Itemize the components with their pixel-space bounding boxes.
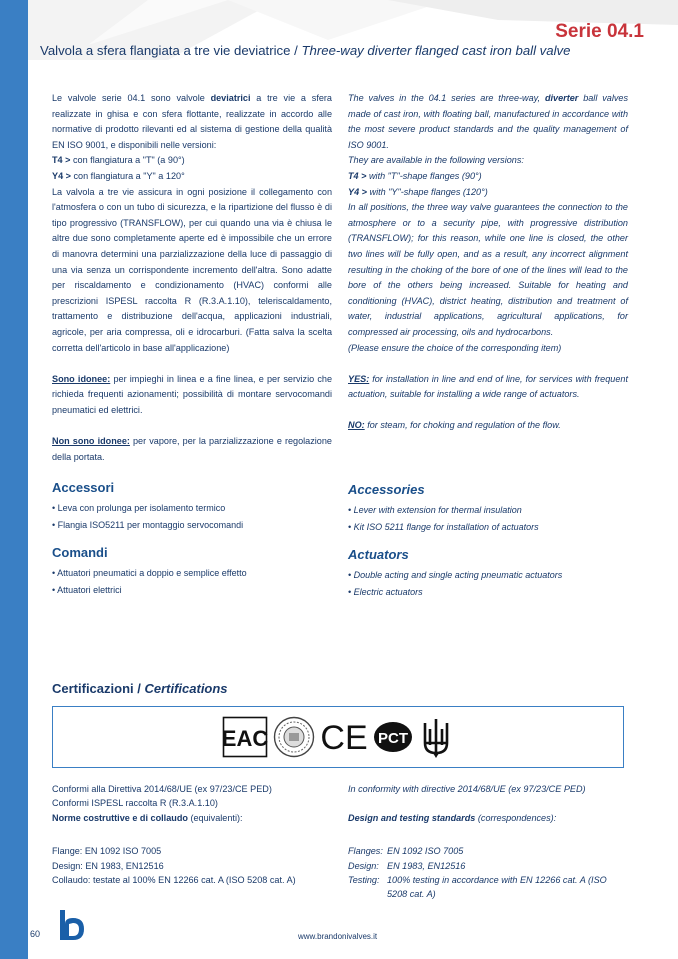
list-item: • Kit ISO 5211 flange for installation of actuators — [348, 521, 539, 532]
en-t4-text: with "T"-shape flanges (90°) — [366, 170, 482, 181]
eac-logo-text: EAC — [221, 726, 269, 751]
trident-icon — [419, 715, 453, 759]
conf-en-flange-value: EN 1092 ISO 7005 — [387, 846, 464, 857]
page-subtitle — [40, 43, 670, 58]
it-accessories-title: Accessori — [52, 480, 115, 496]
en-t4-code: T4 > — [348, 170, 367, 181]
en-t4-version — [348, 169, 628, 185]
list-item: • Lever with extension for thermal insulation — [348, 505, 522, 516]
conf-it-line2: Conformi ISPESL raccolta R (R.3.A.1.10) — [52, 798, 218, 809]
conf-en-line1: In conformity with directive 2014/68/UE (ex 97/23/CE PED) — [348, 784, 586, 794]
cert-title-it: Certificazioni — [52, 681, 134, 696]
conf-en-design-label: Design: — [348, 860, 379, 871]
certifications-title — [52, 681, 228, 696]
list-item: • Flangia ISO5211 per montaggio servocomandi — [52, 519, 244, 530]
ce-mark-icon — [321, 717, 367, 757]
en-accessories-list — [348, 502, 628, 535]
it-unsuitable — [52, 434, 332, 465]
it-y4-code: Y4 > — [52, 170, 71, 181]
en-y4-code: Y4 > — [348, 186, 367, 197]
cert-title-en: Certifications — [144, 681, 228, 696]
it-actuators-title: Comandi — [52, 545, 108, 561]
it-suitable — [52, 372, 332, 419]
en-description — [348, 91, 628, 434]
it-suitable-label: Sono idonee: — [52, 373, 111, 384]
it-intro-pre: Le valvole serie 04.1 sono valvole — [52, 93, 211, 103]
it-actuators-list — [52, 565, 332, 598]
conf-en-standards-bold: Design and testing standards — [348, 812, 476, 823]
conf-it-standards-bold: Norme costruttive e di collaudo — [52, 812, 188, 823]
en-no — [348, 418, 628, 434]
left-accent-bar — [0, 0, 28, 959]
conf-en-design-value: EN 1983, EN12516 — [387, 860, 466, 871]
en-note: (Please ensure the choice of the corresponding item) — [348, 342, 562, 353]
it-suitable-text: per impieghi in linea e a fine linea, e per servizio che richieda frequenti azionamenti; possibilità di montare servocomandi pneumatici ed elettrici. — [52, 373, 333, 415]
it-y4-text: con flangiatura a "Y" a 120° — [70, 170, 185, 181]
conformity-en — [348, 782, 638, 902]
cert-title-sep: / — [133, 681, 145, 696]
en-actuators-title: Actuators — [348, 547, 409, 563]
it-unsuitable-text: per vapore, per la parzializzazione e regolazione della portata. — [52, 436, 332, 462]
eac-logo-icon — [223, 717, 267, 757]
list-item: • Electric actuators — [348, 586, 423, 597]
conf-en-testing-label: Testing: — [348, 875, 380, 886]
conf-it-testing: Collaudo: testate al 100% EN 12266 cat. A (ISO 5208 cat. A) — [52, 875, 296, 886]
subtitle-it: Valvola a sfera flangiata a tre vie deviatrice — [40, 43, 291, 58]
list-item: • Attuatori elettrici — [52, 584, 122, 595]
conf-en-flange — [348, 844, 638, 858]
it-intro — [52, 91, 332, 153]
list-item: • Leva con prolunga per isolamento termico — [52, 503, 226, 514]
en-yes-text: for installation in line and end of line, for services with frequent actuation, suitable for installing a wide range of actuators. — [348, 373, 628, 400]
brandoni-logo-text: VALVES — [55, 923, 61, 938]
en-y4-text: with "Y"-shape flanges (120°) — [366, 186, 488, 197]
en-intro-bold: diverter — [544, 93, 579, 103]
en-no-text: for steam, for choking and regulation of the flow. — [364, 420, 561, 431]
it-unsuitable-label: Non sono idonee: — [52, 436, 130, 447]
en-availability: They are available in the following versions: — [348, 155, 524, 166]
en-y4-version — [348, 185, 628, 201]
en-body: In all positions, the three way valve guarantees the connection to the atmosphere or to a security pipe, with progressive distribution (TRANSFLOW); for this reason, while one line is closed, the other two lines will be fully open, and as a result, any incorrect alignment resulting in the choking of the bore of one of the lines will lead to the bore of the others being increased. Suitable for heating and conditioning (HVAC), district heating, distribution and treatment of water, industrial applications, agricultural applications, for compressed air processing, oils and hydrocarbons. — [348, 202, 628, 337]
en-accessories-title: Accessories — [348, 482, 425, 498]
ispesl-seal-icon — [273, 716, 315, 758]
conf-en-standards — [348, 811, 638, 825]
it-t4-version — [52, 153, 332, 169]
subtitle-separator: / — [290, 43, 302, 58]
subtitle-en: Three-way diverter flanged cast iron ball valve — [301, 43, 571, 58]
en-intro — [348, 91, 628, 153]
it-intro-post: a tre vie a sfera realizzate in ghisa e con sfera flottante, realizzate in accordo alle normative di prodotto rilevanti ed al sistema di gestione della qualità EN ISO 9001, e disponibili nelle versioni: — [52, 93, 332, 150]
en-intro-post: ball valves made of cast iron, with floating ball, manufactured in accordance with the most severe product standards and the quality management of ISO 9001. — [348, 93, 628, 150]
en-no-label: NO: — [348, 420, 365, 431]
page-number: 60 — [30, 929, 41, 939]
conf-it-line1: Conformi alla Direttiva 2014/68/UE (ex 97/23/CE PED) — [52, 784, 272, 794]
en-actuators-list — [348, 567, 628, 600]
english-column — [348, 91, 628, 600]
pct-mark-icon — [373, 717, 413, 757]
conf-en-testing-value: 100% testing in accordance with EN 12266 cat. A (ISO 5208 cat. A) — [387, 875, 607, 900]
brandoni-logo-icon — [55, 908, 88, 944]
it-y4-version — [52, 169, 332, 185]
list-item: • Attuatori pneumatici a doppio e semplice effetto — [52, 568, 247, 579]
it-t4-text: con flangiatura a "T" (a 90°) — [70, 155, 185, 166]
ce-mark-text: CE — [320, 719, 368, 757]
conf-en-flange-label: Flanges: — [348, 846, 383, 857]
website-url: www.brandonivalves.it — [298, 932, 378, 941]
certification-logos — [52, 706, 624, 768]
it-intro-bold: deviatrici — [210, 93, 251, 103]
conf-it-standards-rest: (equivalenti): — [187, 812, 243, 823]
conformity-it — [52, 782, 342, 887]
list-item: • Double acting and single acting pneumatic actuators — [348, 570, 563, 581]
conf-en-testing — [348, 873, 638, 902]
it-t4-code: T4 > — [52, 155, 71, 166]
it-accessories-list — [52, 500, 332, 533]
italian-column — [52, 91, 332, 598]
conf-it-design: Design: EN 1983, EN12516 — [52, 860, 164, 871]
conf-en-design — [348, 859, 638, 873]
it-body: La valvola a tre vie assicura in ogni posizione il collegamento con l'atmosfera o con un tubo di sicurezza, e la ripartizione del flusso è di tipo progressivo (TRANSFLOW), per cui quando una via è chiusa le altre due sono completamente aperte ed è impossibile che un errore di manovra determini una parzializzazione della luce di passaggio di una via senza un corrispondente incremento dell'altra. Sono adatte per riscaldamento e condizionamento (HVAC) conformi alle prescrizioni ISPESL raccolta R (R.3.A.1.10), teleriscaldamento, trattamento e distribuzione dell'acqua, applicazioni industriali, agricole, per aria compressa, oli e idrocarburi. (Fatta salva la scelta corretta dell'articolo in base all'applicazione) — [52, 186, 332, 353]
conf-it-standards — [52, 811, 342, 825]
conf-en-standards-rest: (correspondences): — [475, 812, 557, 823]
it-description — [52, 91, 332, 465]
en-yes-label: YES: — [348, 373, 370, 384]
en-intro-pre: The valves in the 04.1 series are three-way, — [348, 93, 545, 103]
pct-mark-text: PCT — [378, 730, 408, 747]
en-yes — [348, 372, 628, 403]
conf-it-flange: Flange: EN 1092 ISO 7005 — [52, 846, 162, 857]
serie-title: Serie 04.1 — [555, 21, 644, 42]
